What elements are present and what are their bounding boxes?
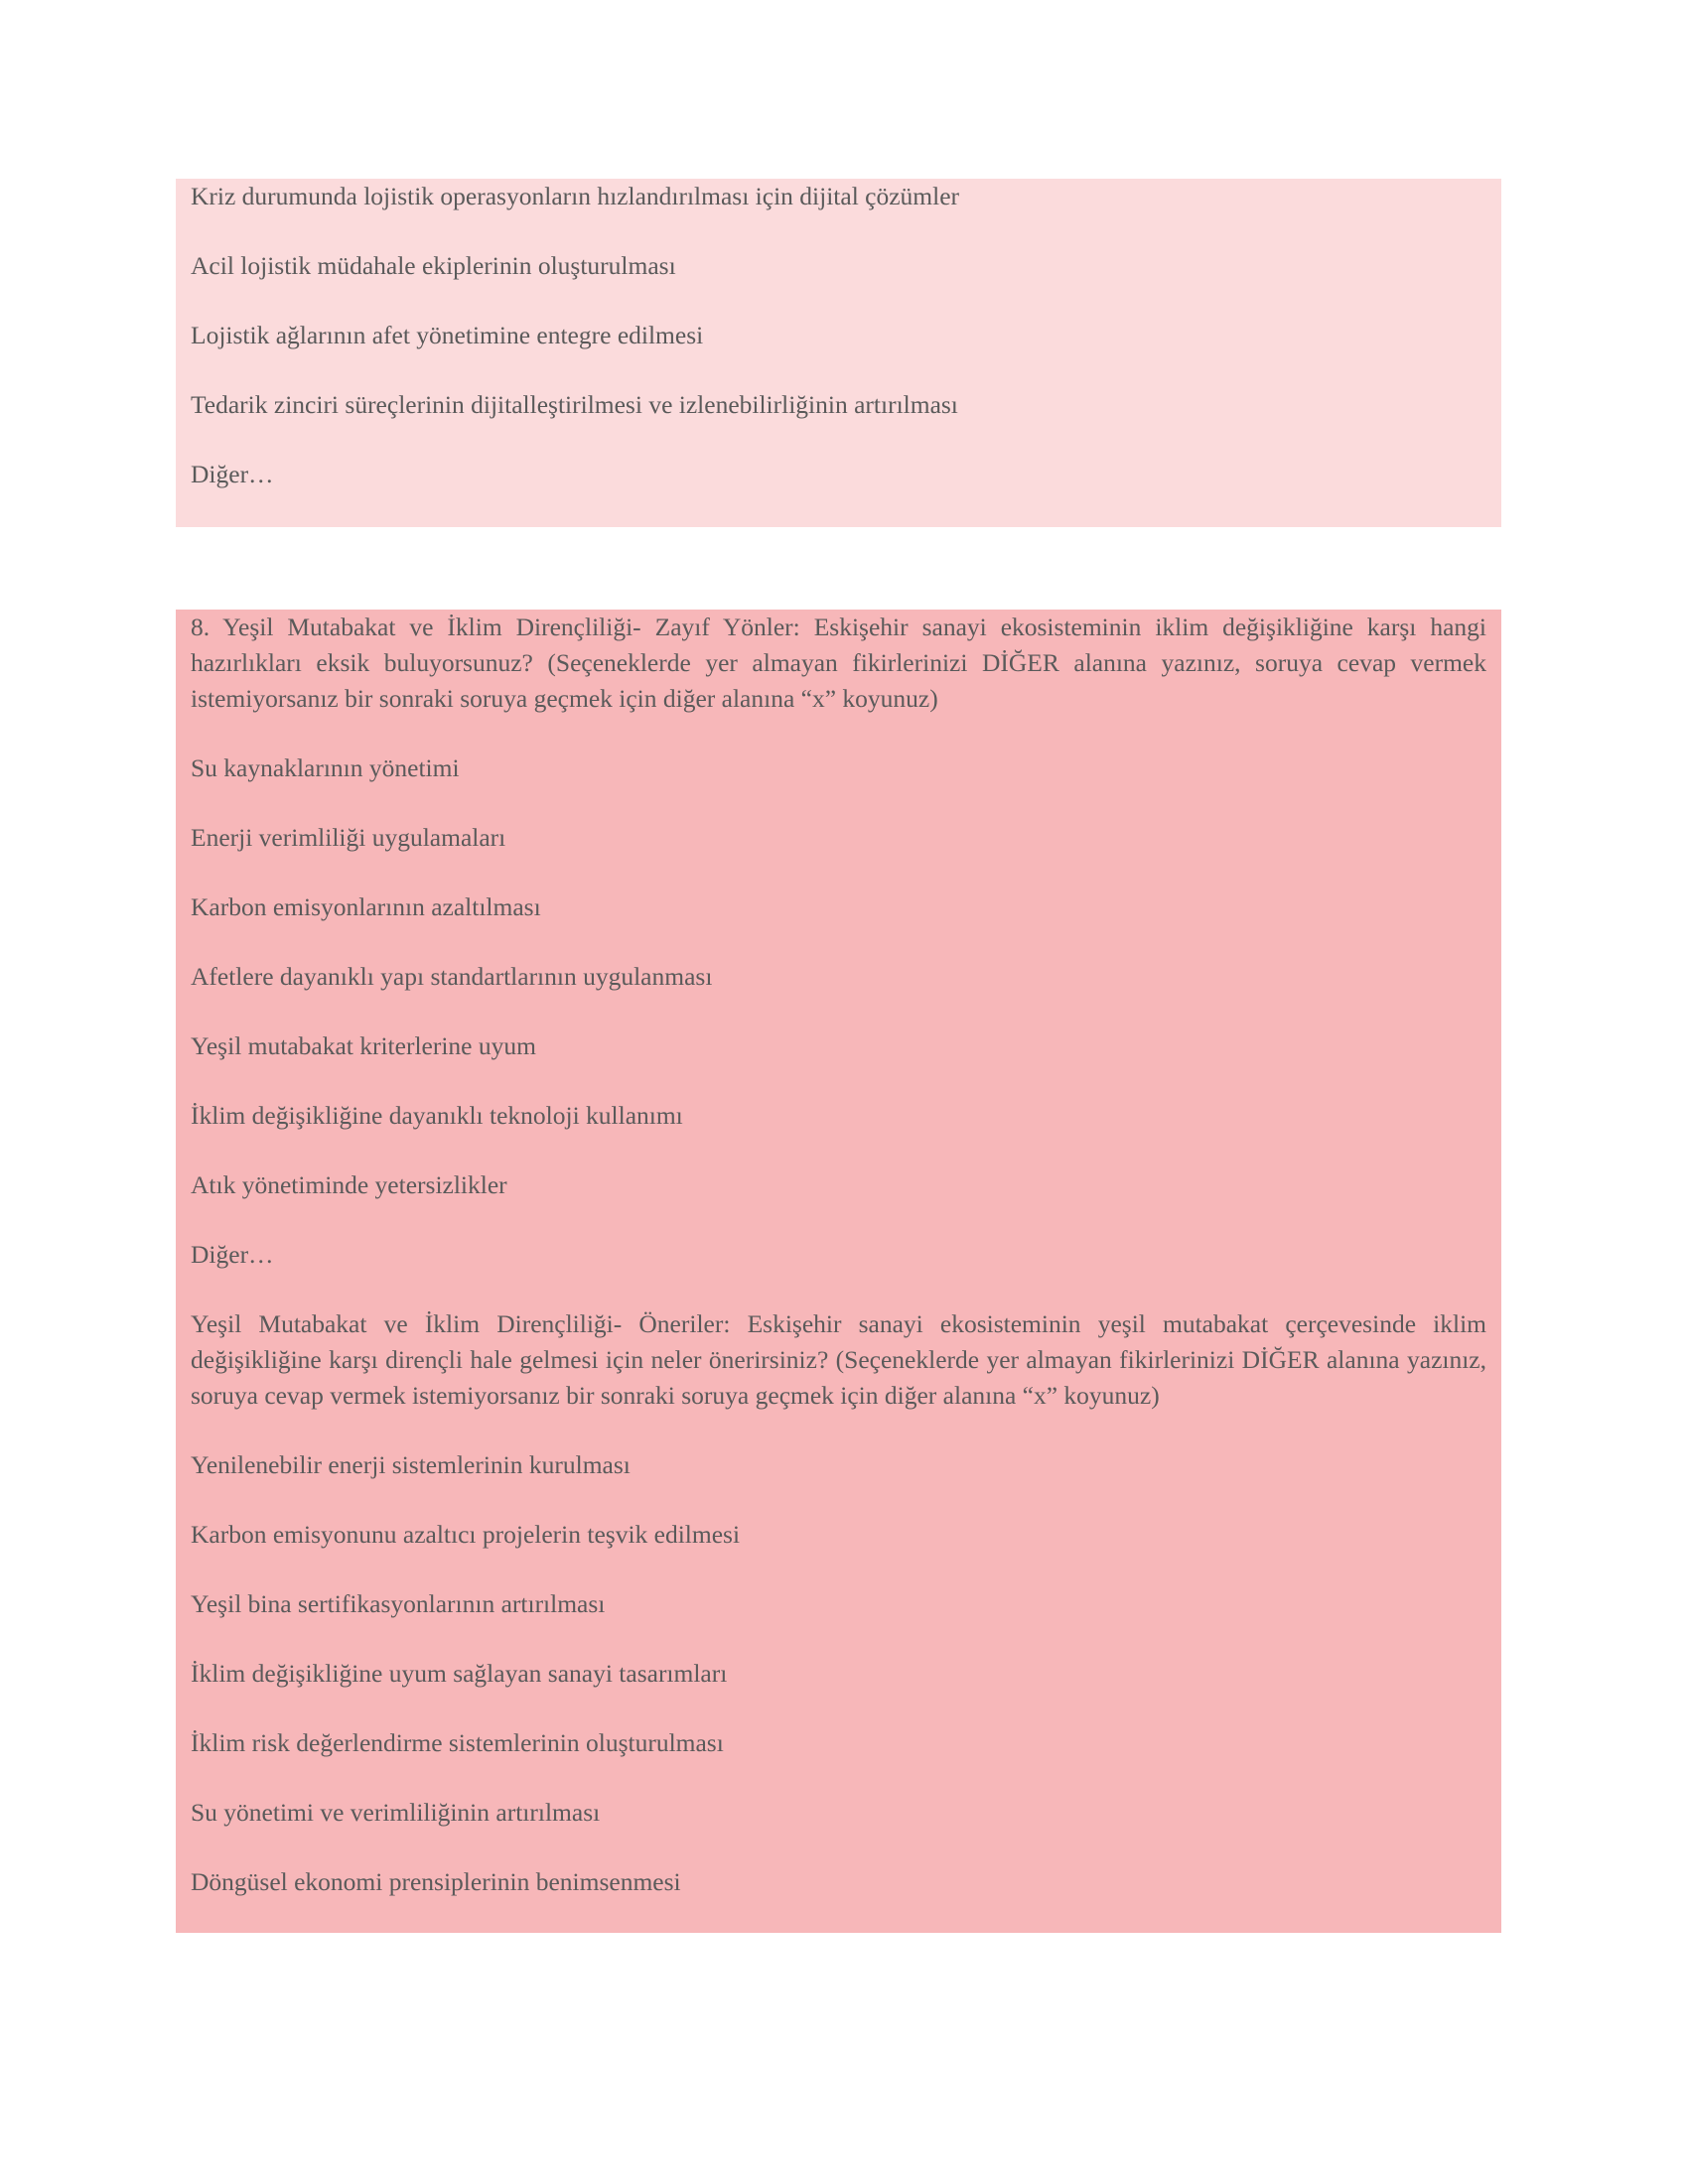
option-item: Yeşil mutabakat kriterlerine uyum <box>191 1031 536 1060</box>
option-item: Yenilenebilir enerji sistemlerinin kurulması <box>191 1450 631 1479</box>
question-block-green-deal <box>176 610 1501 1933</box>
option-item: Su kaynaklarının yönetimi <box>191 753 460 782</box>
option-item: Enerji verimliliği uygulamaları <box>191 823 506 852</box>
option-item: Lojistik ağlarının afet yönetimine entegre edilmesi <box>191 321 704 349</box>
option-item: Acil lojistik müdahale ekiplerinin oluşturulması <box>191 251 676 280</box>
option-item: Afetlere dayanıklı yapı standartlarının uygulanması <box>191 962 713 991</box>
option-item: İklim değişikliğine uyum sağlayan sanayi tasarımları <box>191 1659 728 1688</box>
option-item: Yeşil bina sertifikasyonlarının artırılması <box>191 1589 606 1618</box>
option-item: İklim değişikliğine dayanıklı teknoloji kullanımı <box>191 1101 683 1130</box>
question-suggestions: Yeşil Mutabakat ve İklim Dirençliliği- Öneriler: Eskişehir sanayi ekosisteminin yeşil mutabakat çerçevesinde iklim değişikliğine karşı dirençli hale gelmesi için neler önerirsiniz? (Seçeneklerde yer almayan fikirlerinizi DİĞER alanına yazınız, soruya cevap vermek istemiyorsanız bir sonraki soruya geçmek için diğer alanına “x” koyunuz) <box>191 1309 1486 1410</box>
options-block-logistics <box>176 179 1501 527</box>
option-item: Döngüsel ekonomi prensiplerinin benimsenmesi <box>191 1867 681 1896</box>
option-item-other: Diğer… <box>191 460 274 488</box>
option-item: Karbon emisyonunu azaltıcı projelerin teşvik edilmesi <box>191 1520 741 1549</box>
option-item: Su yönetimi ve verimliliğinin artırılması <box>191 1798 601 1827</box>
option-item: Tedarik zinciri süreçlerinin dijitalleştirilmesi ve izlenebilirliğinin artırılması <box>191 390 958 419</box>
option-item: Karbon emisyonlarının azaltılması <box>191 892 541 921</box>
option-item: İklim risk değerlendirme sistemlerinin oluşturulması <box>191 1728 724 1757</box>
option-item-other: Diğer… <box>191 1240 274 1269</box>
option-item: Atık yönetiminde yetersizlikler <box>191 1170 507 1199</box>
question-weaknesses: 8. Yeşil Mutabakat ve İklim Dirençliliği- Zayıf Yönler: Eskişehir sanayi ekosisteminin iklim değişikliğine karşı hangi hazırlıkları eksik buluyorsunuz? (Seçeneklerde yer almayan fikirlerinizi DİĞER alanına yazınız, soruya cevap vermek istemiyorsanız bir sonraki soruya geçmek için diğer alanına “x” koyunuz) <box>191 613 1486 713</box>
option-item: Kriz durumunda lojistik operasyonların hızlandırılması için dijital çözümler <box>191 182 960 210</box>
